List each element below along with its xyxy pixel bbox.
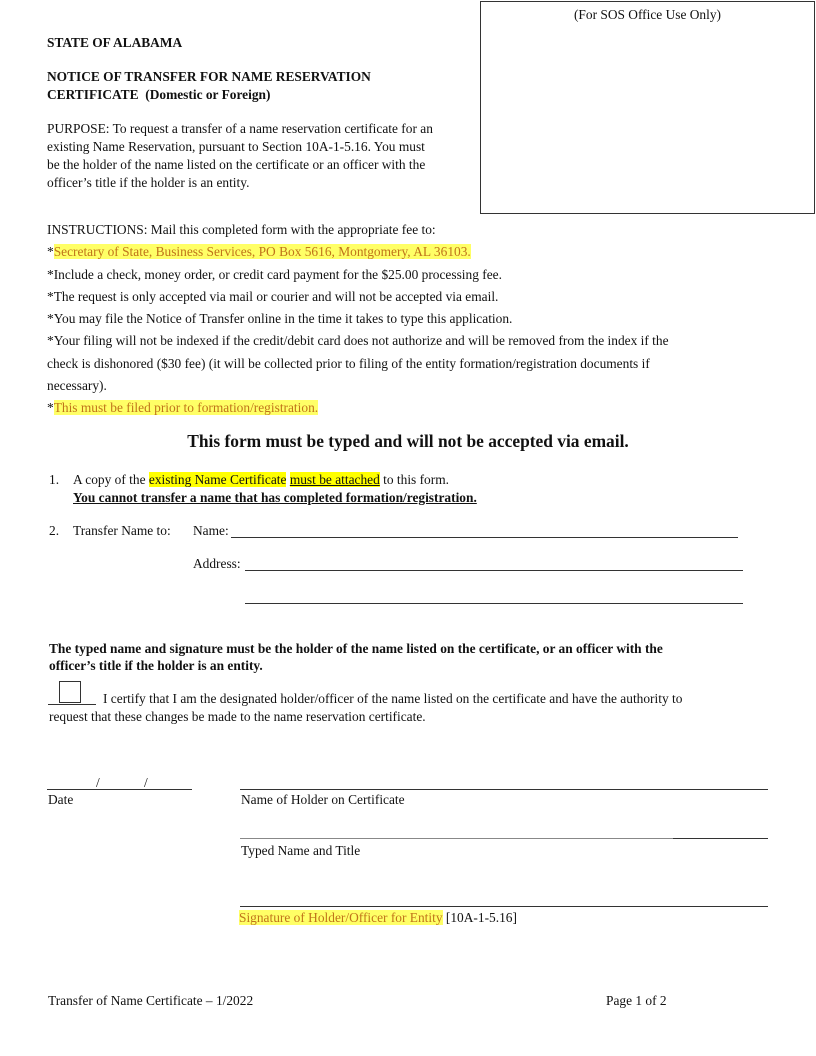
typed-name-field[interactable] bbox=[240, 838, 673, 839]
typed-name-label: Typed Name and Title bbox=[241, 843, 361, 858]
purpose-paragraph: PURPOSE: To request a transfer of a name reservation certificate for an existing Name Reservation, pursuant to Section 10A-1-5.16. You must be the holder of the name listed on the certificate or an officer with the officer’s title if the holder is an entity. bbox=[47, 121, 433, 190]
item1-number: 1. bbox=[49, 472, 60, 487]
certify-text-line2: request that these changes be made to the name reservation certificate. bbox=[49, 709, 426, 724]
item1-text: A copy of the existing Name Certificate must be attached to this form. bbox=[73, 472, 449, 487]
address-field-line1[interactable] bbox=[245, 570, 743, 571]
office-use-box bbox=[480, 1, 815, 214]
instructions-online: *You may file the Notice of Transfer online in the time it takes to type this application. bbox=[47, 311, 513, 327]
address-field-line2[interactable] bbox=[245, 603, 743, 604]
typed-notice: This form must be typed and will not be accepted via email. bbox=[187, 431, 629, 451]
signature-label: Signature of Holder/Officer for Entity [10A-1-5.16] bbox=[239, 910, 517, 925]
instructions-indexing: *Your filing will not be indexed if the credit/debit card does not authorize and will be removed from the index if the check is dishonored ($30 fee) (it will be collected prior to filing of the entity formation/registration documents if necessary). bbox=[47, 333, 669, 394]
name-label: Name: bbox=[193, 523, 229, 538]
certify-checkbox[interactable] bbox=[59, 681, 81, 703]
name-field[interactable] bbox=[231, 537, 738, 538]
instructions-mail-only: *The request is only accepted via mail or courier and will not be accepted via email. bbox=[47, 288, 499, 304]
instructions-address: *Secretary of State, Business Services, PO Box 5616, Montgomery, AL 36103. bbox=[47, 244, 471, 260]
date-field[interactable] bbox=[47, 789, 192, 790]
form-title-line1: NOTICE OF TRANSFER FOR NAME RESERVATION bbox=[47, 69, 371, 84]
footer-page-number: Page 1 of 2 bbox=[606, 993, 667, 1008]
instructions-fee: *Include a check, money order, or credit card payment for the $25.00 processing fee. bbox=[47, 266, 502, 282]
footer-form-name: Transfer of Name Certificate – 1/2022 bbox=[48, 993, 254, 1008]
typed-name-field-end bbox=[673, 838, 768, 839]
office-use-label: (For SOS Office Use Only) bbox=[573, 7, 722, 22]
item1-warning: You cannot transfer a name that has completed formation/registration. bbox=[73, 490, 477, 505]
holder-name-label: Name of Holder on Certificate bbox=[241, 792, 405, 807]
certify-heading: The typed name and signature must be the holder of the name listed on the certificate, or an officer with the officer’s title if the holder is an entity. bbox=[49, 641, 663, 673]
signature-field[interactable] bbox=[240, 906, 768, 907]
instructions-prior: *This must be filed prior to formation/registration. bbox=[47, 400, 319, 416]
certify-text-line1: I certify that I am the designated holder/officer of the name listed on the certificate and have the authority to bbox=[103, 691, 683, 706]
address-label: Address: bbox=[193, 556, 241, 571]
holder-name-field[interactable] bbox=[240, 789, 768, 790]
certify-check-line bbox=[48, 704, 96, 705]
form-title-line2: CERTIFICATE (Domestic or Foreign) bbox=[47, 87, 271, 102]
date-separator-2: / bbox=[144, 775, 148, 790]
item2-number: 2. bbox=[49, 523, 60, 538]
instructions bbox=[47, 219, 767, 420]
date-separator-1: / bbox=[96, 775, 100, 790]
item2-label: Transfer Name to: bbox=[73, 523, 171, 538]
instructions-intro: INSTRUCTIONS: Mail this completed form with the appropriate fee to: bbox=[47, 222, 436, 237]
date-label: Date bbox=[48, 792, 74, 807]
state-heading: STATE OF ALABAMA bbox=[47, 35, 183, 50]
